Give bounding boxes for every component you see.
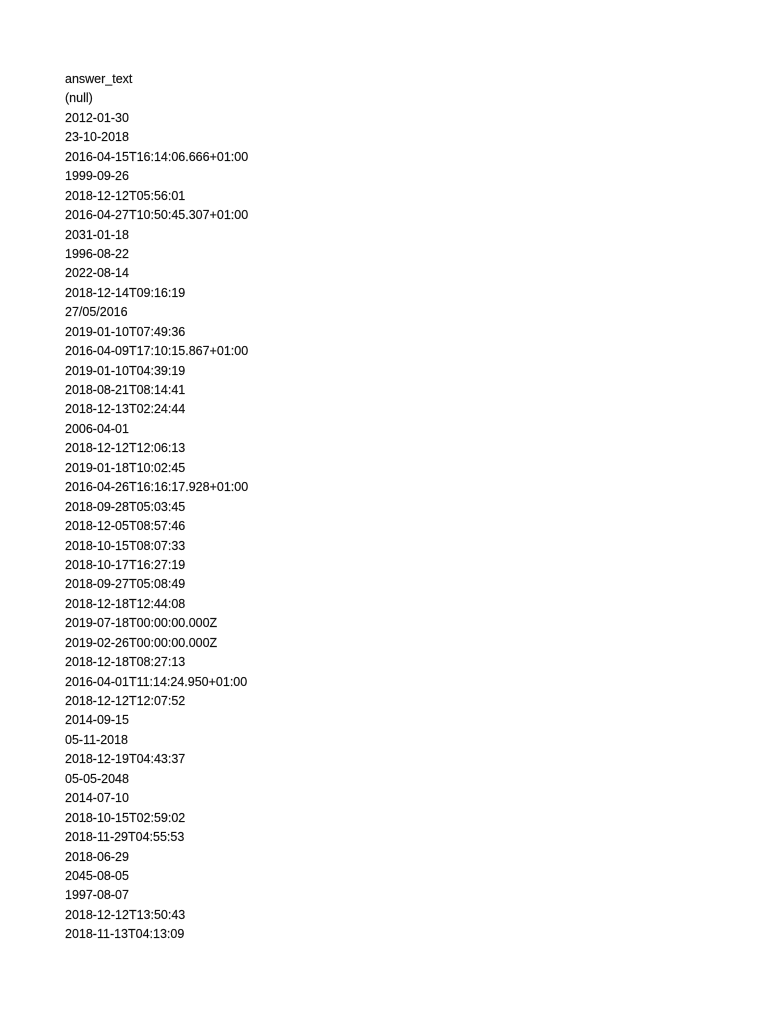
value-row: 2018-12-18T08:27:13 — [65, 655, 186, 670]
value-row: 2018-10-15T08:07:33 — [65, 538, 186, 553]
value-row: 2019-07-18T00:00:00.000Z — [65, 616, 218, 631]
value-row: 2031-01-18 — [65, 227, 129, 242]
value-row: 2022-08-14 — [65, 266, 129, 281]
value-row: 2016-04-27T10:50:45.307+01:00 — [65, 208, 249, 223]
value-row: 2014-07-10 — [65, 791, 129, 806]
value-row: 2018-08-21T08:14:41 — [65, 383, 186, 397]
value-row: 2018-12-12T12:06:13 — [65, 441, 186, 456]
answer-text-column — [65, 70, 465, 945]
value-row: 27/05/2016 — [65, 305, 128, 320]
value-row: 2016-04-26T16:16:17.928+01:00 — [65, 480, 249, 495]
column-values — [65, 89, 465, 944]
value-row: 2019-01-10T04:39:19 — [65, 363, 186, 378]
value-row: 2014-09-15 — [65, 713, 129, 728]
value-row: 2018-12-14T09:16:19 — [65, 285, 186, 300]
value-row: 2019-01-18T10:02:45 — [65, 460, 186, 475]
value-row: 2018-12-19T04:43:37 — [65, 752, 186, 767]
value-row: 2012-01-30 — [65, 110, 129, 125]
value-row: 1999-09-26 — [65, 169, 129, 184]
value-row: 2018-12-18T12:44:08 — [65, 596, 186, 611]
value-row: 2018-12-13T02:24:44 — [65, 402, 186, 417]
value-row: 2018-10-15T02:59:02 — [65, 810, 186, 825]
value-row: 2016-04-01T11:14:24.950+01:00 — [65, 674, 248, 689]
value-row: 2016-04-09T17:10:15.867+01:00 — [65, 344, 249, 359]
value-row: 2018-12-05T08:57:46 — [65, 519, 186, 534]
value-row: 1997-08-07 — [65, 888, 129, 903]
value-row: 2016-04-15T16:14:06.666+01:00 — [65, 149, 249, 164]
value-row: 2019-02-26T00:00:00.000Z — [65, 635, 218, 650]
value-row: 1996-08-22 — [65, 246, 129, 261]
value-row: 2018-10-17T16:27:19 — [65, 557, 186, 572]
value-row: 2019-01-10T07:49:36 — [65, 324, 186, 339]
value-row: 2018-12-12T05:56:01 — [65, 188, 186, 203]
value-row: (null) — [65, 91, 93, 106]
value-row: 2018-09-28T05:03:45 — [65, 499, 186, 514]
value-row: 2018-09-27T05:08:49 — [65, 577, 186, 592]
value-row: 2018-11-29T04:55:53 — [65, 830, 185, 845]
value-row: 2018-12-12T12:07:52 — [65, 694, 186, 708]
value-row: 2045-08-05 — [65, 868, 129, 883]
column-header: answer_text — [65, 72, 133, 86]
value-row: 2018-06-29 — [65, 849, 129, 864]
value-row: 23-10-2018 — [65, 130, 129, 145]
value-row: 2018-11-13T04:13:09 — [65, 927, 185, 942]
value-row: 2006-04-01 — [65, 421, 129, 436]
value-row: 2018-12-12T13:50:43 — [65, 907, 186, 922]
value-row: 05-11-2018 — [65, 732, 129, 747]
value-row: 05-05-2048 — [65, 771, 129, 786]
